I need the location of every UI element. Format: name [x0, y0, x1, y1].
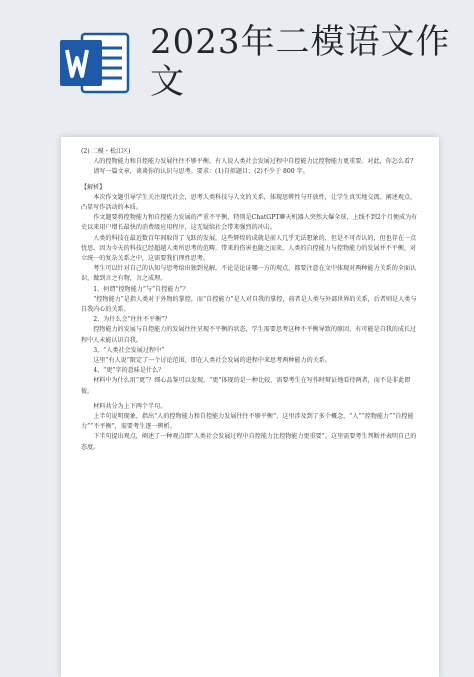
document-page	[61, 137, 439, 677]
paragraph: 下半句提出观点，阐述了一种观点即“人类社会发展过程中自控能力比控物能力更重要”。这里需要考生判断并表明自己的态度。	[81, 433, 417, 451]
word-icon	[58, 30, 130, 96]
paragraph: 考生可以针对自己的认知与思考给出独到见解，不论是论证哪一方的观点，都要注意在文中体现对两种能力关系的全面认识，做到言之有物，言之成理。	[81, 265, 417, 283]
paragraph: 材料中为什么用“更”？细心品鉴可以发现，“更”体现的是一种比较，需要考生在写作时辩证地看待两者，而不是非此即彼。	[81, 377, 411, 395]
analysis-label: 【解析】	[81, 183, 106, 191]
paragraph: 材料共分为上下两个半句。	[93, 402, 167, 410]
page-title: 2023年二模语文作文	[150, 22, 451, 102]
paragraph: 这里“有人说”限定了一个讨论范围，即在人类社会发展的进程中来思考两种能力的关系。	[93, 357, 331, 365]
prompt-line: 请写一篇文章，谈谈你的认识与思考。要求：(1)自拟题目；(2)不少于 800 字。	[93, 168, 309, 176]
source-line: (2) 二模・松江区)	[81, 148, 131, 155]
paragraph: 4、“更”字的意味是什么？	[93, 367, 165, 375]
paragraph: 作文题要将控物能力和自控能力发展的严重不平衡，特别是ChatGPT聊天机器人突然大爆全球，上线不到2个月便成为有史以来用户增长最快的消费级应用程序，这无疑给社会带来强烈的冲击。	[81, 214, 418, 232]
paragraph: 本次作文题引导学生关注现代社会，思考人类科技与人文的关系，体现思辨性与开放性，让学生真实地交流、阐述观点，凸显写作活动的本质。	[81, 193, 417, 212]
paragraph: 1、何谓“控物能力”与“自控能力”？	[93, 285, 189, 293]
paragraph: “控物能力”是指人类对于外物的掌控，而“自控能力”是人对自我的掌控，前者是人类与外部世界的关系，后者则是人类与自我内心的关系。	[81, 295, 417, 314]
header	[0, 0, 474, 120]
paragraph: 上半句说明现象，指出“人的控物能力和自控能力发展往往不够平衡”，这里涉及到了多个概念，“人”“控物能力”“自控能力”“不平衡”，需要考生逐一辨析。	[81, 413, 414, 431]
paragraph: 人类的科技在最近数百年间取得了飞跃的发展，这些辉煌的成就是前人几乎无法想象的，但是不可否认的，但也存在一点忧思，因为今天的科技已经超越人类所思考的范畴，带来的伤害也随之而来，人类的自控能力与控物能力的发展并不平衡，对立统一的复杂关系之中，这需要我们理性思考。	[81, 234, 417, 263]
prompt-line: 人的控物能力和自控能力发展往往不够平衡，有人说人类社会发展过程中自控能力比控物能力更重要。对此，你怎么看?	[93, 158, 414, 166]
document-body	[81, 147, 419, 453]
paragraph: 2、为什么会“往往不平衡”？	[93, 316, 171, 324]
paragraph: 控物能力的发展与自控能力的发展往往呈现不平衡的状态，学生需要思考这种不平衡导致的原因，有可能是自我的成长过程中人未能认识自我。	[81, 326, 417, 344]
paragraph: 3、“人类社会发展过程中”	[93, 346, 165, 354]
